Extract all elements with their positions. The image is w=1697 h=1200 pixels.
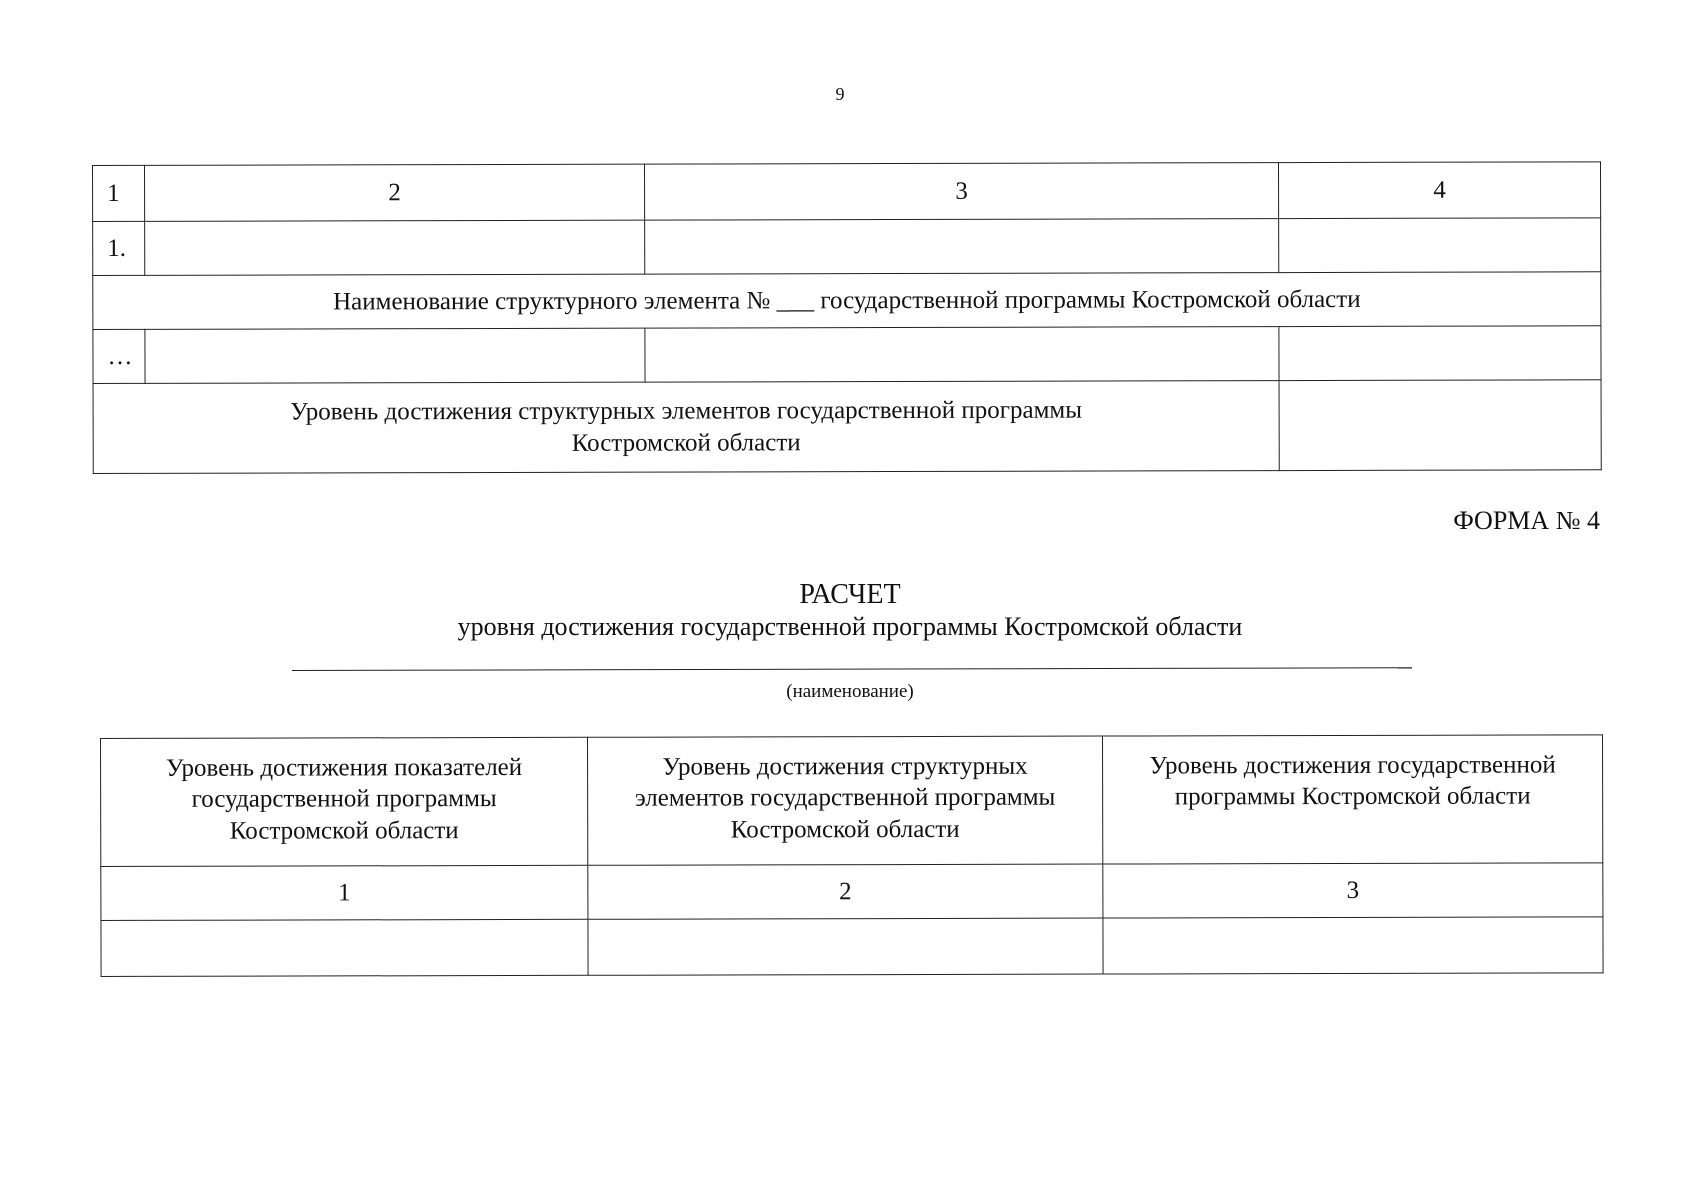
row-number: 1. xyxy=(93,221,145,275)
summary-label xyxy=(93,381,1279,474)
calculation-header-row xyxy=(101,735,1603,867)
header-program-level xyxy=(1102,735,1602,864)
table-header-row xyxy=(93,162,1601,222)
header-structural-elements-level xyxy=(587,736,1102,865)
column-number-1: 1 xyxy=(101,865,588,920)
table-cell-empty xyxy=(645,327,1279,383)
table-cell-empty xyxy=(145,220,645,275)
calculation-title: РАСЧЕТ xyxy=(799,579,901,610)
indicators-table xyxy=(92,161,1602,474)
column-numbers-row xyxy=(101,863,1603,921)
header-line: Уровень достижения государственной xyxy=(1149,751,1556,780)
summary-label-line: Костромской области xyxy=(571,428,801,457)
form-label: ФОРМА № 4 xyxy=(1453,506,1600,535)
header-line: Костромской области xyxy=(730,815,960,843)
summary-label-line: Уровень достижения структурных элементов государственной программы xyxy=(290,396,1083,426)
table-cell-empty xyxy=(101,919,588,976)
table-cell-empty xyxy=(1279,326,1601,381)
table-cell-empty xyxy=(645,219,1279,275)
header-line: программы Костромской области xyxy=(1174,782,1531,811)
summary-value-cell xyxy=(1279,380,1601,471)
column-number-3: 3 xyxy=(1103,863,1603,918)
column-number-4: 4 xyxy=(1278,162,1600,219)
table-cell-empty xyxy=(145,328,645,383)
header-indicators-level xyxy=(101,737,588,866)
column-number-2: 2 xyxy=(145,164,645,221)
table-cell-empty xyxy=(1103,917,1603,974)
header-line: Уровень достижения структурных xyxy=(662,752,1028,781)
column-number-2: 2 xyxy=(588,864,1103,919)
header-line: Уровень достижения показателей xyxy=(165,753,523,782)
table-cell-empty xyxy=(1279,218,1601,273)
table-row xyxy=(101,917,1603,977)
table-cell-empty xyxy=(588,918,1103,975)
header-line: государственной программы xyxy=(191,785,497,814)
calculation-subtitle: уровня достижения государственной программы Костромской области xyxy=(457,612,1243,641)
name-caption: (наименование) xyxy=(786,681,914,702)
header-line: элементов государственной программы xyxy=(634,783,1056,812)
page-number: 9 xyxy=(835,84,845,104)
row-ellipsis: … xyxy=(93,329,145,383)
calculation-table xyxy=(100,734,1604,977)
name-blank-line xyxy=(292,667,1412,671)
column-number-1: 1 xyxy=(93,165,145,221)
table-row xyxy=(93,218,1601,276)
column-number-3: 3 xyxy=(644,163,1278,221)
section-title: Наименование структурного элемента № ___ государственной программы Костромской области xyxy=(93,272,1601,330)
header-line: Костромской области xyxy=(229,816,459,845)
section-title-row xyxy=(93,272,1601,330)
summary-row xyxy=(93,380,1601,474)
table-row xyxy=(93,326,1601,384)
